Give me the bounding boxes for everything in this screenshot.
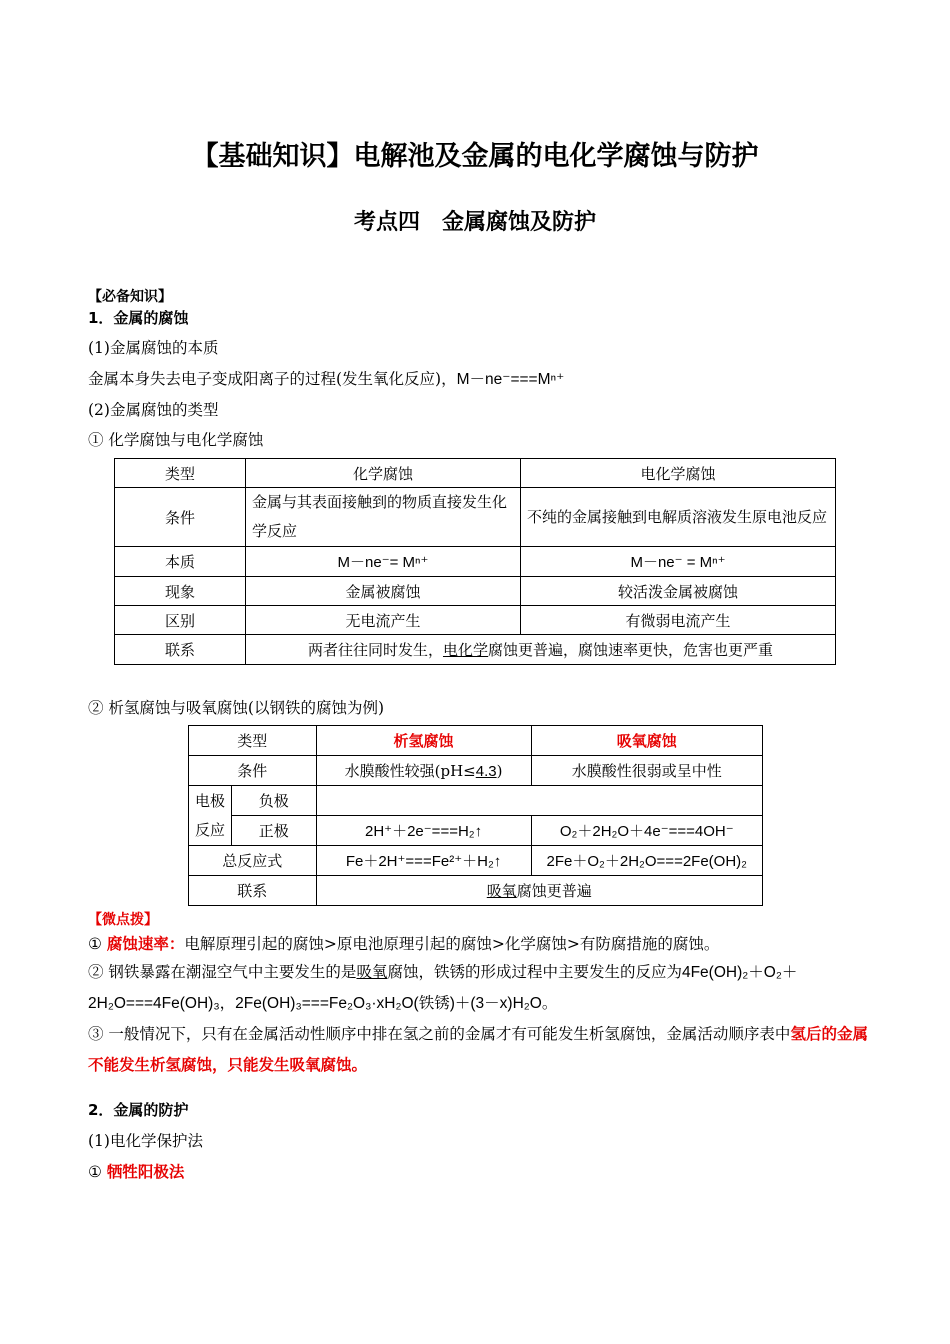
tip-formula: 2Fe(OH)₃===Fe₂O₃·xH₂O(铁锈)＋(3－x)H₂O xyxy=(235,995,542,1012)
tip-formula: 4Fe(OH)₂＋O₂＋2H₂O===4Fe(OH)₃ xyxy=(88,964,798,1012)
table-row xyxy=(115,577,836,606)
section-2-1-item xyxy=(88,1160,184,1182)
table-cell xyxy=(246,635,836,665)
section-1-1-heading: (1)金属腐蚀的本质 xyxy=(88,339,219,357)
table-cell xyxy=(316,876,762,906)
tip-text: 。 xyxy=(541,994,558,1012)
page-title: 【基础知识】电解池及金属的电化学腐蚀与防护 xyxy=(191,141,759,172)
must-know-label: 【必备知识】 xyxy=(88,289,172,305)
table-row xyxy=(115,547,836,577)
tip-emphasis: 氢后的金属不能发生析氢腐蚀，只能发生吸氧腐蚀。 xyxy=(88,1025,868,1074)
table-cell: 2Fe＋O₂＋2H₂O===2Fe(OH)₂ xyxy=(531,846,762,876)
table-row xyxy=(115,635,836,665)
relation-text: 两者往往同时发生， xyxy=(307,641,443,659)
table-row xyxy=(189,846,763,876)
table-cell: 有微弱电流产生 xyxy=(521,606,836,635)
tip-text: ② 钢铁暴露在潮湿空气中主要发生的是 xyxy=(88,963,357,981)
tip-text: 腐蚀，铁锈的形成过程中主要发生的反应为 xyxy=(387,963,682,981)
table-cell: 条件 xyxy=(189,756,317,786)
table-cell: Fe＋2H⁺===Fe²⁺＋H₂↑ xyxy=(316,846,531,876)
table-cell: 条件 xyxy=(115,488,246,547)
table-cell: 正极 xyxy=(232,816,317,846)
table-cell: 较活泼金属被腐蚀 xyxy=(521,577,836,606)
table-header-cell: 析氢腐蚀 xyxy=(316,726,531,756)
essence-text: 金属本身失去电子变成阳离子的过程(发生氧化反应)， xyxy=(88,370,457,388)
tip-text: ， xyxy=(219,994,236,1012)
corrosion-type-table xyxy=(114,458,836,665)
table-cell: 水膜酸性很弱或呈中性 xyxy=(531,756,762,786)
relation-underlined: 电化学 xyxy=(442,641,488,659)
sacrificial-anode-label: 牺牲阳极法 xyxy=(106,1163,185,1181)
relation-underlined: 吸氧 xyxy=(486,882,517,900)
section-2-1-heading: (1)电化学保护法 xyxy=(88,1132,203,1150)
tip-heading: 【微点拨】 xyxy=(88,912,158,928)
table-cell: 区别 xyxy=(115,606,246,635)
table-cell: 现象 xyxy=(115,577,246,606)
table-header-cell: 类型 xyxy=(189,726,317,756)
table-row xyxy=(189,876,763,906)
relation-text: 腐蚀更普遍，腐蚀速率更快，危害也更严重 xyxy=(488,641,774,659)
table-cell xyxy=(189,786,232,846)
subsection-2-heading: ② 析氢腐蚀与吸氧腐蚀(以钢铁的腐蚀为例) xyxy=(88,699,385,717)
tip-number: ① xyxy=(88,935,102,953)
relation-text: 腐蚀更普遍 xyxy=(516,882,592,900)
tip-text: ③ 一般情况下，只有在金属活动性顺序中排在氢之前的金属才有可能发生析氢腐蚀，金属活动顺序表中 xyxy=(88,1025,791,1043)
table-row xyxy=(189,756,763,786)
tip-underlined: 吸氧 xyxy=(356,963,388,981)
table-header-cell: 化学腐蚀 xyxy=(246,459,521,488)
electrode-label: 电极 xyxy=(195,791,226,810)
table-cell: 2H⁺＋2e⁻===H₂↑ xyxy=(316,816,531,846)
table-row xyxy=(189,726,763,756)
table-row xyxy=(115,606,836,635)
tip-keyword: 腐蚀速率： xyxy=(106,935,185,953)
table-cell: 联系 xyxy=(189,876,317,906)
table-cell xyxy=(316,786,762,816)
table-cell: 不纯的金属接触到电解质溶液发生原电池反应 xyxy=(521,488,836,547)
tip-text: 电解原理引起的腐蚀>原电池原理引起的腐蚀>化学腐蚀>有防腐措施的腐蚀。 xyxy=(184,935,720,953)
table-cell: 金属与其表面接触到的物质直接发生化学反应 xyxy=(246,488,521,547)
condition-ph-value: 4.3 xyxy=(475,763,497,780)
table-cell: O₂＋2H₂O＋4e⁻===4OH⁻ xyxy=(531,816,762,846)
table-row xyxy=(189,816,763,846)
section-1-2-heading: (2)金属腐蚀的类型 xyxy=(88,401,219,419)
table-cell: 总反应式 xyxy=(189,846,317,876)
table-header-cell: 电化学腐蚀 xyxy=(521,459,836,488)
condition-text: ) xyxy=(496,762,503,780)
section-1-1-text xyxy=(88,367,564,389)
table-cell: M－ne⁻ = Mⁿ⁺ xyxy=(521,547,836,577)
table-cell xyxy=(316,756,531,786)
page-subtitle: 考点四 金属腐蚀及防护 xyxy=(353,210,596,235)
table-cell: 无电流产生 xyxy=(246,606,521,635)
item-number: ① xyxy=(88,1163,102,1181)
table-cell: 联系 xyxy=(115,635,246,665)
table-row xyxy=(189,786,763,816)
table-header-cell: 吸氧腐蚀 xyxy=(531,726,762,756)
table-cell: 金属被腐蚀 xyxy=(246,577,521,606)
table-cell: 本质 xyxy=(115,547,246,577)
section-1-heading: 1．金属的腐蚀 xyxy=(88,309,189,327)
tip-3 xyxy=(88,1019,868,1081)
table-row xyxy=(115,459,836,488)
table-row xyxy=(115,488,836,547)
table-cell: M－ne⁻= Mⁿ⁺ xyxy=(246,547,521,577)
subsection-1-heading: ① 化学腐蚀与电化学腐蚀 xyxy=(88,431,264,449)
condition-text: 水膜酸性较强(pH≤ xyxy=(344,762,476,780)
section-2-heading: 2．金属的防护 xyxy=(88,1101,189,1119)
table-header-cell: 类型 xyxy=(115,459,246,488)
tip-2 xyxy=(88,957,868,1019)
hydrogen-oxygen-corrosion-table xyxy=(188,725,763,906)
table-cell: 负极 xyxy=(232,786,317,816)
electrode-label: 反应 xyxy=(195,820,226,839)
tip-1 xyxy=(88,932,719,954)
essence-formula: M－ne⁻===Mⁿ⁺ xyxy=(456,371,565,388)
